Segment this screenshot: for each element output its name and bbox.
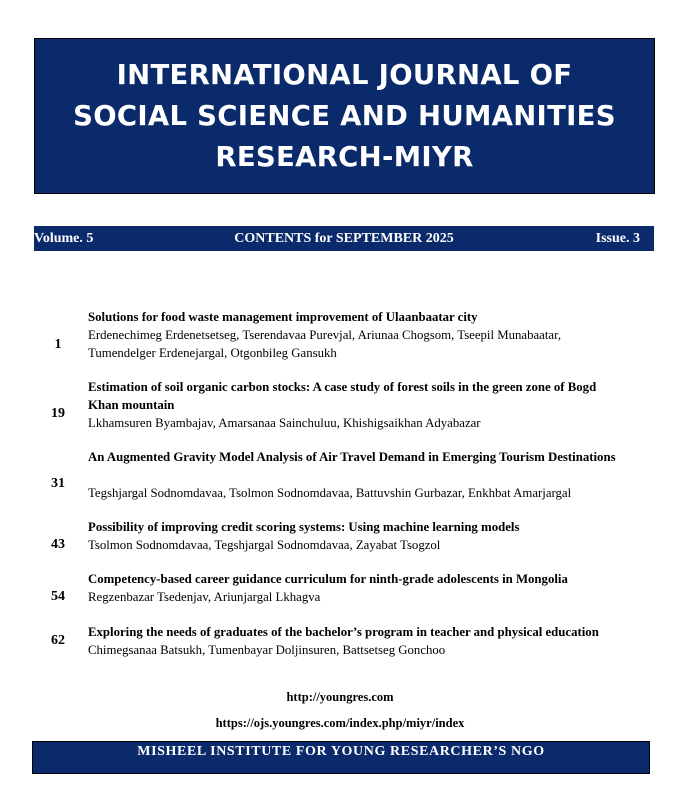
page-number: 62 [51, 633, 65, 648]
issue-label: Issue. 3 [595, 231, 640, 246]
article-authors: Erdenechimeg Erdenetsetseg, Tserendavaa Purevjal, Ariunaa Chogsom, Tseepil Munabaatar, Tumendelger Erdenejargal, Otgonbileg Gansukh [88, 328, 562, 360]
article-title[interactable]: Exploring the needs of graduates of the bachelor’s program in teacher and physical education [88, 625, 599, 639]
journal-title [73, 55, 616, 178]
page-number: 43 [51, 537, 65, 552]
article-authors: Regzenbazar Tsedenjav, Ariunjargal Lkhagva [88, 590, 321, 604]
journal-title-line-1: INTERNATIONAL JOURNAL OF [116, 58, 573, 91]
article-authors: Tegshjargal Sodnomdavaa, Tsolmon Sodnomdavaa, Battuvshin Gurbazar, Enkhbat Amarjargal [88, 486, 572, 500]
article-authors: Lkhamsuren Byambajav, Amarsanaa Sainchuluu, Khishigsaikhan Adyabazar [88, 416, 481, 430]
ojs-link[interactable]: https://ojs.youngres.com/index.php/miyr/index [215, 716, 465, 730]
article-authors: Tsolmon Sodnomdavaa, Tegshjargal Sodnomdavaa, Zayabat Tsogzol [88, 538, 441, 552]
website-link[interactable]: http://youngres.com [286, 690, 394, 704]
contents-heading: CONTENTS for SEPTEMBER 2025 [234, 231, 454, 246]
article-title[interactable]: Solutions for food waste management improvement of Ulaanbaatar city [88, 310, 478, 324]
journal-title-line-3: RESEARCH-MIYR [215, 140, 474, 173]
page-number: 54 [51, 589, 65, 604]
publisher-name: MISHEEL INSTITUTE FOR YOUNG RESEARCHER’S NGO [137, 744, 545, 759]
article-title[interactable]: An Augmented Gravity Model Analysis of Air Travel Demand in Emerging Tourism Destinations [88, 450, 616, 464]
page-number: 1 [54, 337, 62, 352]
article-title[interactable]: Competency-based career guidance curriculum for ninth-grade adolescents in Mongolia [88, 572, 568, 586]
journal-title-line-2: SOCIAL SCIENCE AND HUMANITIES [73, 99, 616, 132]
publisher-footer [32, 741, 650, 774]
journal-header [34, 38, 655, 194]
page-number: 31 [51, 476, 65, 491]
article-title[interactable]: Possibility of improving credit scoring systems: Using machine learning models [88, 520, 520, 534]
article-authors: Chimegsanaa Batsukh, Tumenbayar Doljinsuren, Battsetseg Gonchoo [88, 643, 446, 657]
contents-bar [34, 226, 654, 251]
page-number: 19 [51, 406, 65, 421]
volume-label: Volume. 5 [34, 231, 94, 246]
article-title[interactable]: Estimation of soil organic carbon stocks: A case study of forest soils in the green zone of Bogd Khan mountain [88, 380, 597, 412]
